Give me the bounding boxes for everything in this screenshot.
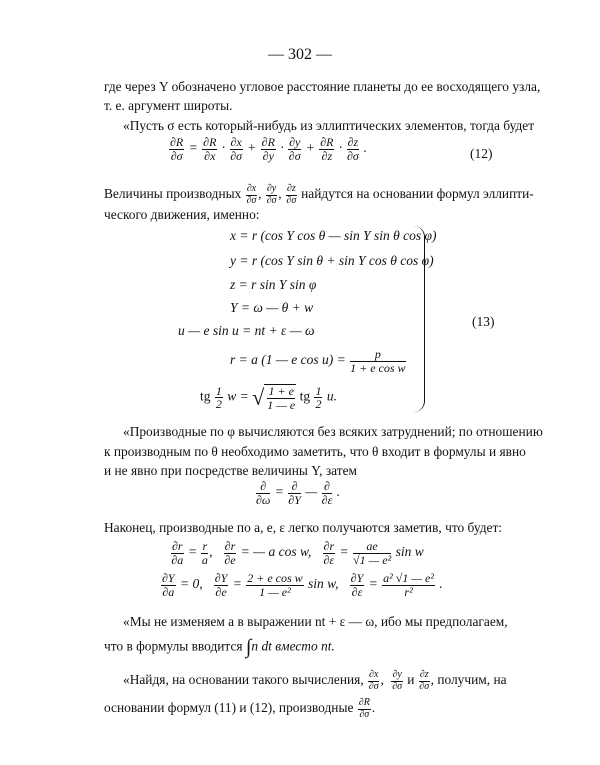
text-run: n dt вместо nt. <box>251 638 335 654</box>
text-run: Величины производных <box>104 186 242 202</box>
fraction: $\frac{\partial y}{\partial\sigma}$ <box>266 183 277 206</box>
paragraph-line: т. е. аргумент широты. <box>104 98 233 113</box>
paragraph-line: Величины производных $\frac{\partial x}{\partial\sigma}$ , $\frac{\partial y}{\partial\sigma}$ , $\frac{\partial z}{\partial\sigma}$ найдутся на основании формул эллипти- <box>104 183 534 206</box>
paragraph-line: Наконец, производные по a, e, ε легко получаются заметив, что будет: <box>104 520 503 535</box>
paragraph-line: «Найдя, на основании такого вычисления, $\frac{\partial x}{\partial\sigma}$ , $\frac{\partial y}{\partial\sigma}$ и $\frac{\partial z}{\partial\sigma}$ , получим, на <box>123 669 507 692</box>
text-run: tg <box>200 388 211 404</box>
fraction: $\frac{\partial x}{\partial\sigma}$ <box>246 183 257 206</box>
equation-d-omega: $\frac{\partial}{\partial\omega}$ = $\frac{\partial}{\partial\Upsilon}$ — $\frac{\partial}{\partial\varepsilon}$ . <box>256 479 341 507</box>
text-run: sin w, <box>308 576 339 592</box>
fraction: $\frac{\text{a² √1 — e²}}{\text{r²}}$ <box>383 571 434 599</box>
paragraph-line: ческого движения, именно: <box>104 207 260 222</box>
fraction: $\frac{\partial z}{\partial\sigma}$ <box>419 669 430 692</box>
fraction: $\frac{1}{2}$ <box>215 383 222 412</box>
text-run: tg <box>299 388 311 404</box>
fraction: $\frac{\partial r}{\partial e}$ <box>224 539 236 567</box>
fraction: $\frac{\partial R}{\partial\sigma}$ <box>358 697 370 720</box>
radicand: $\frac{1 + e}{1 — e}$ <box>264 384 296 411</box>
fraction: $\frac{1}{2}$ <box>315 383 322 412</box>
fraction: $\frac{\partial\Upsilon}{\partial e}$ <box>214 571 228 599</box>
eq13-y: y = r (cos Υ sin θ + sin Υ cos θ cos φ) <box>230 253 434 268</box>
fraction: $\frac{\partial R}{\partial x}$ <box>203 135 217 163</box>
equation-12: $\frac{\partial R}{\partial\sigma}$ = $\frac{\partial R}{\partial x}$ · $\frac{\partial x}{\partial\sigma}$ + $\frac{\partial R}{\partial y}$ · $\frac{\partial y}{\partial\sigma}$ + $\frac{\partial R}{\partial z}$ · $\frac{\partial z}{\partial\sigma}$ . <box>170 135 367 163</box>
fraction: $\frac{\partial R}{\partial z}$ <box>320 135 334 163</box>
eq13-upsilon: Υ = ω — θ + w <box>230 300 314 315</box>
fraction: $\frac{ae}{\text{√1 — e²}}$ <box>353 539 392 567</box>
fraction: $\frac{\partial y}{\partial\sigma}$ <box>288 135 301 163</box>
fraction: $\frac{\partial}{\partial\varepsilon}$ <box>321 479 333 507</box>
text-run: = 0, <box>179 576 203 592</box>
text-run: получим, на <box>437 672 507 688</box>
text-run: основании формул (11) и (12), производные <box>104 700 354 716</box>
text-run: «Найдя, на основании такого вычисления, <box>123 672 364 688</box>
text-run: r = a (1 — e cos u) = <box>230 352 346 368</box>
fraction: $\frac{\partial r}{\partial a}$ <box>171 539 184 567</box>
equation-number: (13) <box>472 314 495 329</box>
fraction: $\frac{\text{2 + e cos w}}{\text{1 — e²}}$ <box>247 571 303 599</box>
paragraph-line: где через Υ обозначено угловое расстояние планеты до ее восходящего узла, <box>104 79 541 94</box>
fraction: $\frac{\partial R}{\partial y}$ <box>261 135 275 163</box>
fraction: $\frac{\partial z}{\partial\sigma}$ <box>286 183 297 206</box>
eq13-z: z = r sin Υ sin φ <box>230 277 317 292</box>
paragraph-line: основании формул (11) и (12), производные $\frac{\partial R}{\partial\sigma}$ . <box>104 697 376 720</box>
paragraph-line: «Пусть σ есть который-нибудь из эллиптических элементов, тогда будет <box>123 118 535 133</box>
fraction: $\frac{\partial x}{\partial\sigma}$ <box>368 669 379 692</box>
text-run: и <box>407 672 415 688</box>
fraction: $\frac{\partial}{\partial\omega}$ <box>256 479 271 507</box>
paragraph-line: «Производные по φ вычисляются без всяких затруднений; по отношению <box>123 424 543 439</box>
text-run: w = <box>227 388 249 404</box>
derivatives-row-2: $\frac{\partial\Upsilon}{\partial a}$ = 0, $\frac{\partial\Upsilon}{\partial e}$ = $\frac{\text{2 + e cos w}}{\text{1 — e²}}$ sin w, $\frac{\partial\Upsilon}{\partial\varepsilon}$ = $\frac{\text{a² √1 — e²}}{\text{r²}}$ . <box>162 571 443 599</box>
fraction: $\frac{\partial}{\partial\Upsilon}$ <box>288 479 301 507</box>
equation-number: (12) <box>470 146 493 161</box>
paragraph-line: «Мы не изменяем a в выражении nt + ε — ω, ибо мы предполагаем, <box>123 614 508 629</box>
text-run: найдутся на основании формул эллипти- <box>301 186 534 202</box>
fraction: $\frac{\partial\Upsilon}{\partial\varepsilon}$ <box>350 571 364 599</box>
fraction: $\frac{\partial x}{\partial\sigma}$ <box>230 135 243 163</box>
fraction: $\frac{\partial r}{\partial\varepsilon}$ <box>323 539 335 567</box>
sqrt-sign: √ <box>252 384 265 410</box>
fraction: $\frac{\partial y}{\partial\sigma}$ <box>392 669 403 692</box>
integral-sign: ∫ <box>245 636 252 658</box>
fraction: $\frac{\partial z}{\partial\sigma}$ <box>346 135 359 163</box>
text-run: sin w <box>395 544 424 560</box>
paragraph-line: к производным по θ необходимо заметить, что θ входит в формулы и явно <box>104 444 526 459</box>
fraction: $\frac{\partial R}{\partial\sigma}$ <box>170 135 184 163</box>
eq13-r <box>230 348 407 374</box>
eq13-x: x = r (cos Υ cos θ — sin Υ sin θ cos φ) <box>230 228 437 243</box>
eq13-tg <box>200 384 337 411</box>
paragraph-line <box>104 636 335 659</box>
eq13-kepler: u — e sin u = nt + ε — ω <box>178 323 315 338</box>
paragraph-line: и не явно при посредстве величины Υ, затем <box>104 463 358 478</box>
text-run: u. <box>326 388 337 404</box>
derivatives-row-1: $\frac{\partial r}{\partial a}$ = $\frac{r}{a}$ , $\frac{\partial r}{\partial e}$ = — a cos w, $\frac{\partial r}{\partial\varepsilon}$ = $\frac{ae}{\text{√1 — e²}}$ sin w <box>171 539 424 567</box>
text-run: что в формулы вводится <box>104 638 243 654</box>
fraction: $\frac{p}{\text{1 + e cos w}}$ <box>350 347 406 375</box>
fraction: $\frac{r}{a}$ <box>201 539 208 567</box>
page-number: — 302 — <box>268 46 332 63</box>
fraction: $\frac{\partial\Upsilon}{\partial a}$ <box>162 571 175 599</box>
text-run: = — a cos w, <box>240 544 312 560</box>
right-brace <box>414 226 425 412</box>
